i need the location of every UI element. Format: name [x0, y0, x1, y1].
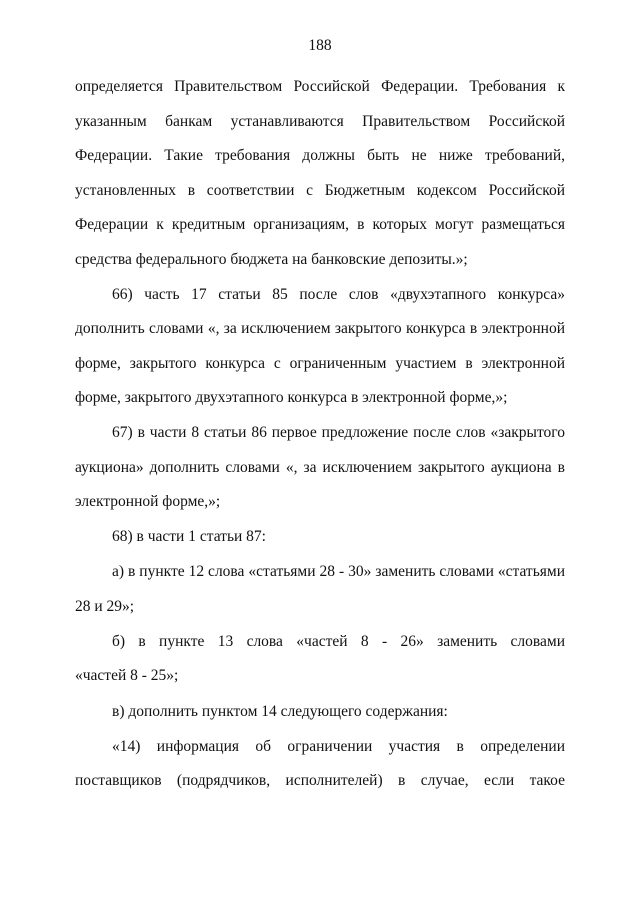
text-line: в) дополнить пунктом 14 следующего содержания: — [112, 702, 448, 720]
paragraph-p68c — [75, 695, 565, 730]
text-line: «14) информация об ограничении участия в определении — [112, 737, 565, 755]
paragraph-p68a — [75, 555, 565, 624]
text-line: б) в пункте 13 слова «частей 8 - 26» заменить словами — [112, 632, 565, 650]
paragraph-p68 — [75, 520, 565, 555]
text-line: электронной форме,»; — [75, 493, 221, 511]
text-line: установленных в соответствии с Бюджетным кодексом Российской — [75, 181, 565, 199]
text-line: дополнить словами «, за исключением закрытого конкурса в электронной — [75, 320, 565, 338]
text-line: 66) часть 17 статьи 85 после слов «двухэтапного конкурса» — [112, 285, 565, 303]
text-line: форме, закрытого двухэтапного конкурса в электронной форме,»; — [75, 389, 508, 407]
text-line: поставщиков (подрядчиков, исполнителей) в случае, если такое — [75, 772, 565, 790]
text-line: указанным банкам устанавливаются Правительством Российской — [75, 112, 565, 130]
text-line: Федерации к кредитным организациям, в которых могут размещаться — [75, 216, 565, 233]
paragraph-p67 — [75, 416, 565, 520]
text-line: определяется Правительством Российской Федерации. Требования к — [75, 78, 565, 95]
paragraph-p1 — [75, 70, 565, 277]
text-line: форме, закрытого конкурса с ограниченным участием в электронной — [75, 354, 565, 372]
paragraph-p66 — [75, 278, 565, 416]
text-line: Федерации. Такие требования должны быть не ниже требований, — [75, 147, 565, 164]
text-line: «частей 8 - 25»; — [75, 667, 179, 685]
text-line: средства федерального бюджета на банковские депозиты.»; — [75, 250, 468, 268]
text-line: аукциона» дополнить словами «, за исключением закрытого аукциона в — [75, 458, 565, 476]
text-line: 28 и 29»; — [75, 597, 135, 615]
text-line: 67) в части 8 статьи 86 первое предложение после слов «закрытого — [112, 424, 565, 442]
text-line: а) в пункте 12 слова «статьями 28 - 30» заменить словами «статьями — [112, 563, 565, 581]
text-line: 68) в части 1 статьи 87: — [112, 528, 266, 546]
document-body — [75, 70, 565, 799]
paragraph-p14 — [75, 730, 565, 799]
paragraph-p68b — [75, 625, 565, 694]
page-number: 188 — [308, 37, 332, 54]
